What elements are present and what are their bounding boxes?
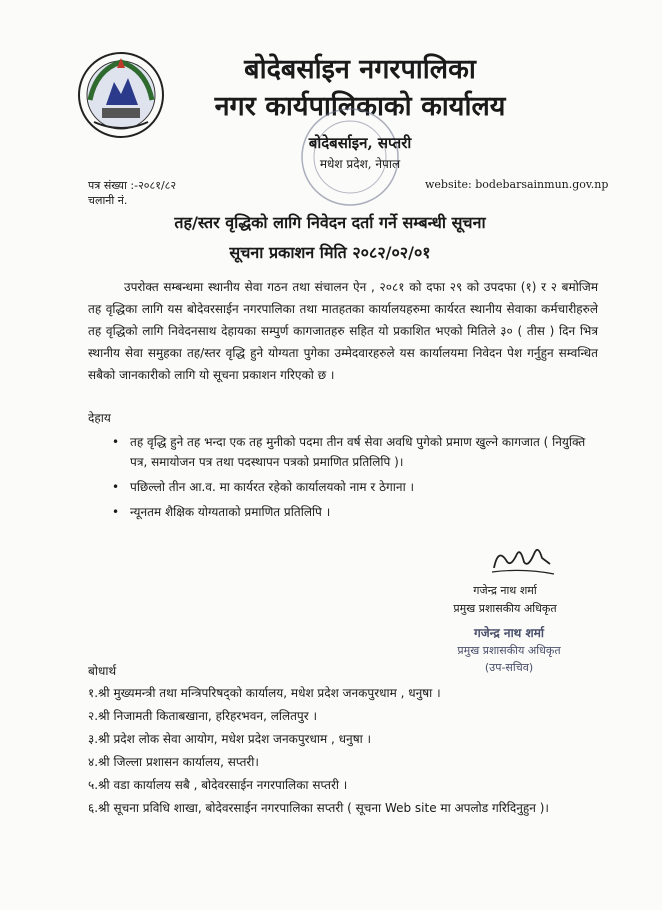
signatory-title: प्रमुख प्रशासकीय अधिकृत	[453, 602, 557, 615]
signatory-name: गजेन्द्र नाथ शर्मा	[473, 584, 537, 597]
address-line-2: मधेश प्रदेश, नेपाल	[319, 157, 401, 171]
stamp-rank: (उप-सचिव)	[484, 661, 534, 674]
requirement-text: न्यूनतम शैक्षिक योग्यताको प्रमाणित प्रतिलिपि ।	[130, 505, 331, 519]
signatory-stamp	[434, 625, 584, 676]
list-item: ६.श्री सूचना प्रविधि शाखा, बोदेवरसाईन नगरपालिका सप्तरी ( सूचना Web site मा अपलोड गरिदिनुहुन )।	[88, 801, 549, 815]
list-item	[112, 502, 602, 522]
list-item	[112, 477, 602, 497]
stamp-name: गजेन्द्र नाथ शर्मा	[474, 626, 544, 640]
list-item: ३.श्री प्रदेश लोक सेवा आयोग, मधेश प्रदेश जनकपुरधाम , धनुषा ।	[88, 732, 372, 746]
requirement-text: पछिल्लो तीन आ.व. मा कार्यरत रहेको कार्यालयको नाम र ठेगाना ।	[130, 480, 415, 494]
bullet-icon: •	[112, 435, 120, 449]
office-subtitle: नगर कार्यपालिकाको कार्यालय	[214, 91, 506, 122]
website-url: website: bodebarsainmun.gov.np	[425, 178, 609, 191]
subject-title: तह/स्तर वृद्धिको लागि निवेदन दर्ता गर्ने सम्बन्धी सूचना	[174, 213, 486, 232]
list-item: ५.श्री वडा कार्यालय सबै , बोदेवरसाईन नगरपालिका सप्तरी ।	[88, 778, 348, 792]
bullet-icon: •	[112, 505, 120, 519]
notice-body	[88, 276, 598, 386]
stamp-title: प्रमुख प्रशासकीय अधिकृत	[457, 644, 561, 657]
requirement-text: तह वृद्धि हुने तह भन्दा एक तह मुनीको पदमा तीन वर्ष सेवा अवधि पुगेको प्रमाण खुल्ने कागजात ( नियुक्ति पत्र, समायोजन पत्र तथा पदस्थापन पत्रको प्रमाणित प्रतिलिपि )।	[130, 435, 586, 469]
reference-block	[88, 178, 176, 208]
municipality-name: बोदेबर्साइन नगरपालिका	[244, 54, 476, 85]
address-line-1: बोदेबर्साइन, सप्तरी	[308, 134, 412, 152]
list-item: ४.श्री जिल्ला प्रशासन कार्यालय, सप्तरी।	[88, 755, 259, 769]
list-item	[112, 432, 602, 472]
handwritten-signature-icon	[488, 538, 558, 578]
requirements-list	[112, 432, 602, 527]
body-paragraph: उपरोक्त सम्बन्धमा स्थानीय सेवा गठन तथा संचालन ऐन , २०८१ को दफा २९ को उपदफा (१) र २ बमोजिम तह वृद्धिका लागि यस बोदेवरसाईन नगरपालिका तथा मातहतका कार्यालयहरुमा कार्यरत स्थानीय सेवाका कर्मचारीहरुले तह वृद्धिको लागि निवेदनसाथ देहायका सम्पुर्ण कागजातहरु सहित यो प्रकाशित भएको मितिले ३० ( तीस ) दिन भित्र स्थानीय सेवा समुहका तह/स्तर वृद्धि हुने योग्यता पुगेका उम्मेदवारहरुले यस कार्यालयमा निवेदन पेश गर्नुहुन सम्वन्धित सबैको जानकारीको लागि यो सूचना प्रकाशन गरिएको छ ।	[88, 280, 598, 382]
bullet-icon: •	[112, 480, 120, 494]
letter-number: पत्र संख्या :-२०८१/८२	[88, 179, 177, 192]
office-address	[270, 133, 450, 172]
notice-subject	[80, 208, 580, 268]
requirements-heading: देहाय	[88, 411, 111, 425]
list-item: २.श्री निजामती किताबखाना, हरिहरभवन, ललितपुर ।	[88, 709, 318, 723]
publication-date: सूचना प्रकाशन मिति २०८२/०२/०१	[229, 243, 431, 262]
dispatch-number: चलानी नं.	[88, 194, 128, 207]
cc-list	[88, 682, 603, 820]
signatory-block	[420, 582, 590, 618]
cc-heading: बोधार्थ	[88, 664, 117, 678]
municipality-emblem-icon	[76, 50, 166, 140]
list-item: १.श्री मुख्यमन्त्री तथा मन्त्रिपरिषद्को कार्यालय, मधेश प्रदेश जनकपुरधाम , धनुषा ।	[88, 686, 441, 700]
